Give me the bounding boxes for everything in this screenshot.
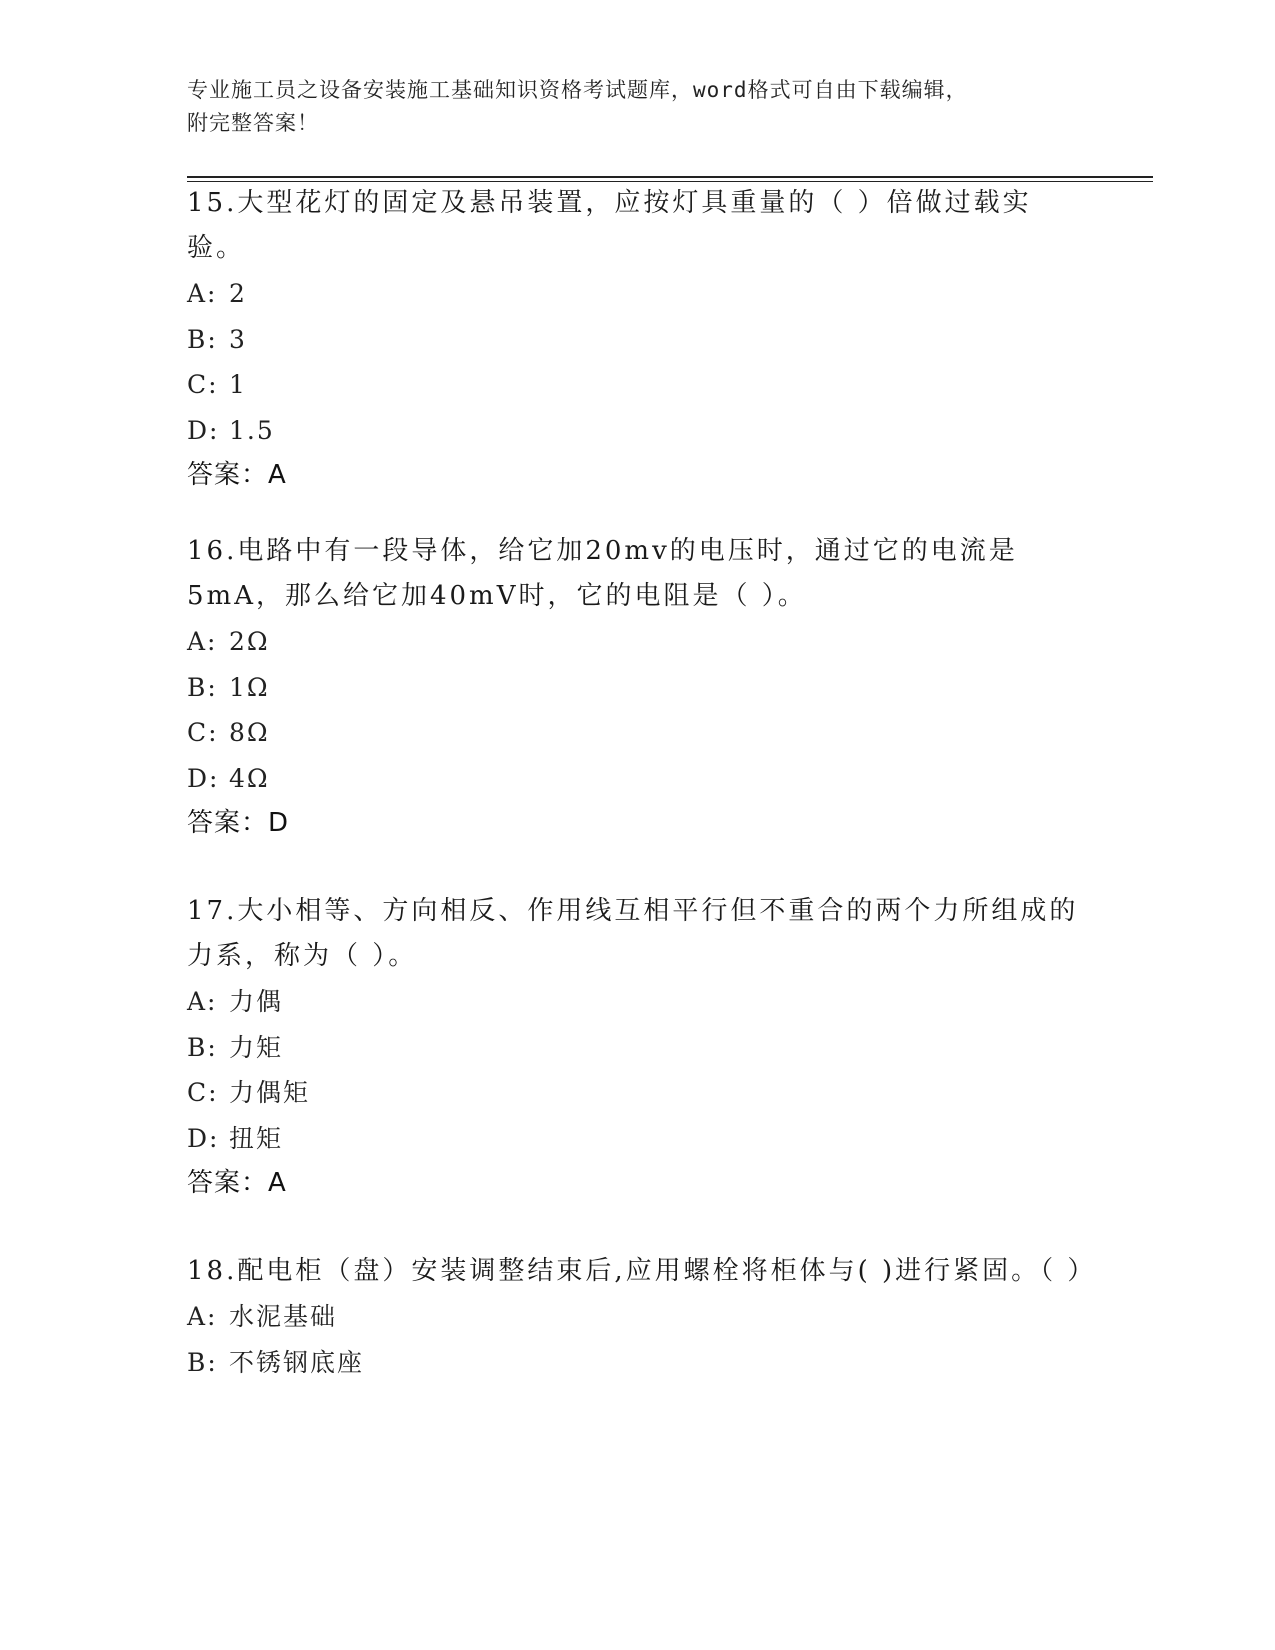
header-line-2: 附完整答案！: [187, 111, 319, 135]
option-text: 2Ω: [229, 627, 270, 656]
option-key: B:: [187, 672, 218, 702]
option-text: 4Ω: [229, 763, 270, 793]
option-text: 力偶: [229, 987, 284, 1016]
option-a: [187, 1294, 1087, 1340]
option-key: B:: [187, 1347, 218, 1377]
option-c: [187, 1070, 1087, 1116]
option-list: [187, 271, 1087, 453]
option-key: B:: [187, 324, 218, 354]
option-key: A:: [187, 987, 218, 1016]
question-stem: 15.大型花灯的固定及悬吊装置，应按灯具重量的（ ）倍做过载实验。: [187, 188, 1032, 263]
option-key: C:: [187, 370, 219, 399]
option-a: [187, 619, 1087, 665]
option-key: D:: [187, 415, 220, 445]
document-header: [187, 74, 1067, 140]
option-b: [187, 317, 1087, 363]
option-key: A:: [187, 1302, 218, 1331]
option-key: C:: [187, 718, 219, 747]
option-b: [187, 665, 1087, 711]
option-key: B:: [187, 1032, 218, 1062]
option-text: 1Ω: [229, 672, 270, 702]
option-text: 3: [229, 324, 247, 354]
header-line-1: 专业施工员之设备安装施工基础知识资格考试题库，word格式可自由下载编辑，: [187, 78, 968, 102]
question-stem: 16.电路中有一段导体，给它加20mv的电压时，通过它的电流是5mA，那么给它加40mV时，它的电阻是（ ）。: [187, 536, 1018, 611]
answer-label: 答案：A: [187, 1168, 287, 1198]
question-17: [187, 889, 1087, 1206]
option-d: [187, 756, 1087, 802]
option-text: 8Ω: [229, 718, 270, 747]
option-text: 扭矩: [229, 1123, 284, 1153]
question-15: [187, 181, 1087, 498]
option-text: 1: [229, 370, 247, 399]
option-list: [187, 619, 1087, 801]
answer-label: 答案：D: [187, 808, 290, 838]
option-text: 水泥基础: [229, 1302, 338, 1331]
option-c: [187, 710, 1087, 756]
option-text: 力偶矩: [229, 1078, 311, 1107]
option-text: 不锈钢底座: [229, 1347, 365, 1377]
option-list: [187, 979, 1087, 1161]
option-list: [187, 1294, 1087, 1385]
option-d: [187, 408, 1087, 454]
option-key: D:: [187, 763, 220, 793]
option-text: 2: [229, 279, 247, 308]
question-18: [187, 1249, 1097, 1385]
option-key: C:: [187, 1078, 219, 1107]
option-a: [187, 271, 1087, 317]
option-d: [187, 1116, 1087, 1162]
option-key: D:: [187, 1123, 220, 1153]
option-text: 1.5: [229, 415, 275, 445]
answer-label: 答案：A: [187, 460, 287, 490]
question-16: [187, 529, 1087, 846]
option-b: [187, 1025, 1087, 1071]
option-c: [187, 362, 1087, 408]
question-stem: 17.大小相等、方向相反、作用线互相平行但不重合的两个力所组成的力系，称为（ ）。: [187, 896, 1079, 971]
option-b: [187, 1340, 1087, 1386]
option-a: [187, 979, 1087, 1025]
option-text: 力矩: [229, 1032, 284, 1062]
header-divider-thick: [187, 176, 1153, 178]
option-key: A:: [187, 279, 218, 308]
question-stem: 18.配电柜（盘）安装调整结束后,应用螺栓将柜体与( )进行紧固。（ ）: [187, 1256, 1097, 1286]
option-key: A:: [187, 627, 218, 656]
